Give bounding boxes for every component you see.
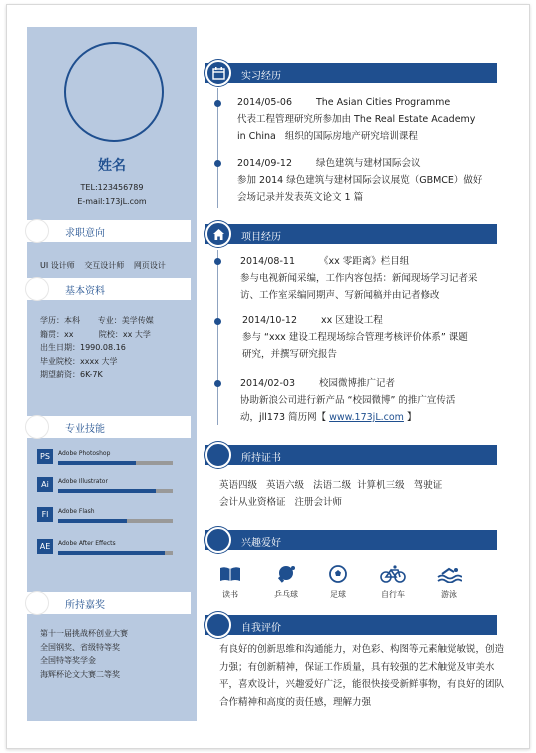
entry-date: 2014/05-06 [237,97,292,108]
entry-desc: 动，jll173 简历网【 [240,412,330,423]
basic-info-line: 学历：本科 专业：美学传媒 [40,316,154,325]
header-circle-icon [205,442,231,468]
hobby-item [368,565,418,600]
project-entry [242,312,468,363]
hobby-item [261,565,311,600]
timeline-dot [214,100,221,107]
basic-info-line: 期望薪资：6K-7K [40,370,103,379]
entry-desc: 代表工程管理研究所参加由 The Real Estate Academy [237,114,476,125]
photoshop-icon: PS [37,449,53,464]
skill-item [37,477,187,499]
timeline-dot [214,258,221,265]
timeline-dot [214,380,221,387]
basic-info-title: 基本资料 [65,286,105,297]
entry-desc: 协助新浪公司进行新产品 “校园微博” 的推广宣传活 [240,395,456,406]
header-circle-icon [205,527,231,553]
entry-org: The Asian Cities Programme [315,97,451,108]
after-effects-icon: AE [37,539,53,554]
entry-desc: 会场记录并发表英文论文 1 篇 [237,192,364,203]
entry-org: 校园微博推广记者 [318,378,395,389]
hobby-label: 足球 [330,590,346,599]
hobby-item [205,565,255,600]
project-header [205,224,497,244]
timeline-line [217,250,218,425]
job-intent-list [40,260,173,271]
hobby-title: 兴趣爱好 [241,538,281,549]
skill-name: Adobe After Effects [58,540,116,547]
hobby-label: 乒乓球 [274,590,298,599]
illustrator-icon: Ai [37,477,53,492]
internship-header [205,63,497,83]
basic-info-list [40,314,154,382]
internship-title: 实习经历 [241,71,281,82]
basic-info-line: 出生日期：1990.08.16 [40,343,126,352]
bicycle-icon [380,565,406,583]
skill-name: Adobe Illustrator [58,478,108,485]
project-entry [240,253,478,304]
basic-info-line: 毕业院校：xxxx 大学 [40,356,118,366]
timeline-dot [214,318,221,325]
skill-bar-fill [58,551,165,555]
hobby-label: 读书 [222,590,238,599]
header-circle-icon [25,277,49,301]
awards-list [40,627,128,681]
award-item: 海辉杯论文大赛二等奖 [40,669,120,679]
award-item: 全国特等奖学金 [40,656,96,665]
job-intent-header [25,220,191,242]
entry-desc: 参与电视新闻采编，工作内容包括：新闻现场学习记者采 [240,273,478,284]
job-item: 网页设计 [133,261,166,270]
hobby-header [205,530,497,550]
skill-name: Adobe Photoshop [58,450,111,457]
entry-desc: 参加 2014 绿色建筑与建材国际会议展览（GBMCE）做好 [237,175,483,186]
cert-header [205,445,497,465]
timeline-dot [214,160,221,167]
job-intent-title: 求职意向 [65,228,105,239]
entry-date: 2014/08-11 [240,256,295,267]
phone-number: TEL:123456789 [80,183,144,192]
hobby-item [424,565,474,600]
calendar-icon [205,60,231,86]
basic-info-line: 籍贯：xx 院校：xx 大学 [40,329,151,339]
website-link[interactable]: www.173jL.com [329,412,404,423]
skill-item [37,539,187,561]
entry-date: 2014/10-12 [242,315,297,326]
header-circle-icon [25,591,49,615]
skill-bar-fill [58,461,136,465]
skill-bar [58,461,173,465]
project-entry [240,375,455,426]
avatar [64,42,164,142]
entry-org: xx 区建设工程 [320,315,383,326]
skill-item [37,507,187,529]
email-address: E-mail:173jL.com [77,197,147,206]
sidebar [27,27,197,721]
skills-header [25,416,191,438]
skill-item [37,449,187,471]
entry-date: 2014/09-12 [237,158,292,169]
entry-org: 《xx 零距离》栏目组 [318,256,410,267]
entry-desc: 参与 “xxx 建设工程现场综合管理考核评价体系” 课题 [242,332,468,343]
hobby-item [313,565,363,600]
cert-title: 所持证书 [241,453,281,464]
award-item: 全国钢奖、省级特等奖 [40,642,120,652]
entry-desc: in China 组织的国际房地产研究培训课程 [237,131,418,142]
person-name: 姓名 [98,158,126,174]
cert-line: 会计从业资格证 注册会计师 [219,497,343,508]
hobby-label: 游泳 [441,590,457,599]
skill-bar-fill [58,489,156,493]
ping-pong-icon [275,565,297,583]
entry-desc: 访、工作室采编同期声、写新闻稿并由记者修改 [240,290,440,301]
awards-header [25,592,191,614]
entry-desc: 】 [403,412,417,423]
entry-org: 绿色建筑与建材国际会议 [315,158,421,169]
header-circle-icon [25,219,49,243]
skill-bar [58,519,173,523]
entry-desc: 研究，并撰写研究报告 [242,349,338,360]
internship-entry [237,155,482,206]
skill-name: Adobe Flash [58,508,95,515]
skill-bar-fill [58,519,127,523]
awards-title: 所持嘉奖 [65,600,105,611]
book-icon [219,565,241,583]
swimming-icon [436,565,462,583]
skill-bar [58,489,173,493]
skills-title: 专业技能 [65,424,105,435]
internship-entry [237,94,475,145]
cert-line: 英语四级 英语六级 法语二级 计算机三级 驾驶证 [219,480,443,491]
cert-list [219,477,442,511]
football-icon [327,565,349,583]
header-circle-icon [205,612,231,638]
evaluation-text: 有良好的创新思维和沟通能力，对色彩、构图等元素触觉敏锐，创造力强；有创新精神，保证工作质量，具有较强的艺术触觉及审美水平，喜欢设计，兴趣爱好广泛，能很快接受新鲜事物，有良好的团队合作精神和高度的责任感，理解力强 [219,644,505,708]
basic-info-header [25,278,191,300]
evaluation-title: 自我评价 [241,623,281,634]
job-item: 交互设计师 [84,261,125,270]
entry-date: 2014/02-03 [240,378,295,389]
award-item: 第十一届挑战杯创业大赛 [40,629,128,638]
skill-bar [58,551,173,555]
home-icon [205,221,231,247]
project-title: 项目经历 [241,232,281,243]
evaluation-header [205,615,497,635]
header-circle-icon [25,415,49,439]
flash-icon: Fl [37,507,53,522]
job-item: UI 设计师 [40,261,75,270]
hobby-label: 自行车 [381,590,405,599]
